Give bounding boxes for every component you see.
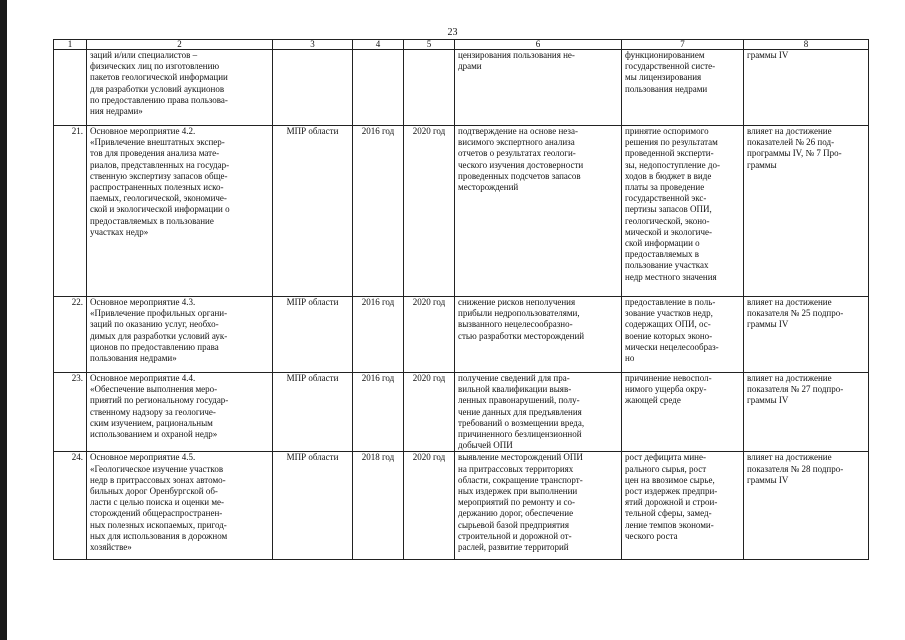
- end-year-cell: [404, 50, 455, 126]
- expected-result-cell: выявление месторождений ОПИ на притрассовых территориях области, сокращение транспорт- ных издержек при выполнении мероприятий по ремонту и со- держанию дорог, обеспечение сырьевой базой предприятия строительной и дорожной от- раслей, развитие территорий: [455, 452, 622, 560]
- end-year-cell: 2020 год: [404, 452, 455, 560]
- expected-result-cell: получение сведений для пра- вильной квалификации выяв- ленных правонарушений, полу- чение данных для предъявления требований о возмещении вреда, причиненного безлицензионной добычей ОПИ: [455, 373, 622, 452]
- consequence-cell: принятие оспоримого решения по результатам проведенной эксперти- зы, недопоступление до- ходов в бюджет в виде платы за проведение государственной экс- пертизы запасов ОПИ, геологической, эконо- мической и экологиче- ской информации о предоставляемых в пользование участках недр местного значения: [622, 126, 744, 297]
- measure-cell: Основное мероприятие 4.5. «Геологическое изучение участков недр в притрассовых зонах автомо- бильных дорог Оренбургской об- ласти с целью поиска и оценки ме- сторождений общераспространен- ных полезных ископаемых, пригод- ных для использования в дорожном хозяйстве»: [87, 452, 273, 560]
- executor-cell: МПР области: [273, 373, 353, 452]
- executor-cell: МПР области: [273, 126, 353, 297]
- expected-result-cell: снижение рисков неполучения прибыли недропользователями, вызванного нецелесообразно- стью разработки месторождений: [455, 297, 622, 373]
- table-row: [54, 373, 869, 452]
- header-row: [54, 40, 869, 50]
- indicator-relation-cell: граммы IV: [744, 50, 869, 126]
- column-header-7: 7: [622, 40, 744, 50]
- column-header-8: 8: [744, 40, 869, 50]
- row-number: 23.: [54, 373, 87, 452]
- expected-result-cell: цензирования пользования не- драми: [455, 50, 622, 126]
- start-year-cell: 2018 год: [353, 452, 404, 560]
- row-number: 21.: [54, 126, 87, 297]
- row-number: 22.: [54, 297, 87, 373]
- consequence-cell: рост дефицита мине- рального сырья, рост цен на ввозимое сырье, рост издержек предпри- ятий дорожной и строи- тельной сферы, замед- ление темпов экономи- ческого роста: [622, 452, 744, 560]
- column-header-6: 6: [455, 40, 622, 50]
- indicator-relation-cell: влияет на достижение показателей № 26 под- программы IV, № 7 Про- граммы: [744, 126, 869, 297]
- column-header-2: 2: [87, 40, 273, 50]
- indicator-relation-cell: влияет на достижение показателя № 25 подпро- граммы IV: [744, 297, 869, 373]
- start-year-cell: 2016 год: [353, 297, 404, 373]
- measure-cell: заций и/или специалистов – физических лиц по изготовлению пакетов геологической информации для разработки условий аукционов по предоставлению права пользова- ния недрами»: [87, 50, 273, 126]
- measures-table: [53, 39, 869, 560]
- column-header-5: 5: [404, 40, 455, 50]
- indicator-relation-cell: влияет на достижение показателя № 28 подпро- граммы IV: [744, 452, 869, 560]
- start-year-cell: [353, 50, 404, 126]
- expected-result-cell: подтверждение на основе неза- висимого экспертного анализа отчетов о результатах геологи- ческого изучения достоверности проведенных подсчетов запасов месторождений: [455, 126, 622, 297]
- executor-cell: [273, 50, 353, 126]
- end-year-cell: 2020 год: [404, 297, 455, 373]
- row-number: 24.: [54, 452, 87, 560]
- column-header-4: 4: [353, 40, 404, 50]
- table-row: [54, 297, 869, 373]
- consequence-cell: причинение невоспол- нимого ущерба окру- жающей среде: [622, 373, 744, 452]
- table-row: [54, 452, 869, 560]
- column-header-1: 1: [54, 40, 87, 50]
- measure-cell: Основное мероприятие 4.3. «Привлечение профильных органи- заций по оказанию услуг, необхо- димых для разработки условий аук- ционов по предоставлению права пользования недрами»: [87, 297, 273, 373]
- consequence-cell: предоставление в поль- зование участков недр, содержащих ОПИ, ос- воение которых эконо- мически нецелесообраз- но: [622, 297, 744, 373]
- end-year-cell: 2020 год: [404, 373, 455, 452]
- measure-cell: Основное мероприятие 4.2. «Привлечение внештатных экспер- тов для проведения анализа мате- риалов, представленных на государ- ственную экспертизу запасов обще- распространенных полезных иско- паемых, геологической, экономиче- ской и экологической информации о предоставляемых в пользование участках недр»: [87, 126, 273, 297]
- scan-edge-shadow: [0, 0, 7, 640]
- consequence-cell: функционированием государственной систе- мы лицензирования пользования недрами: [622, 50, 744, 126]
- end-year-cell: 2020 год: [404, 126, 455, 297]
- page-number: 23: [447, 27, 458, 38]
- column-header-3: 3: [273, 40, 353, 50]
- indicator-relation-cell: влияет на достижение показателя № 27 подпро- граммы IV: [744, 373, 869, 452]
- start-year-cell: 2016 год: [353, 126, 404, 297]
- executor-cell: МПР области: [273, 452, 353, 560]
- measure-cell: Основное мероприятие 4.4. «Обеспечение выполнения меро- приятий по региональному государ- ственному надзору за геологиче- ским изучением, рациональным использованием и охраной недр»: [87, 373, 273, 452]
- table-row: [54, 50, 869, 126]
- table-row: [54, 126, 869, 297]
- executor-cell: МПР области: [273, 297, 353, 373]
- row-number: [54, 50, 87, 126]
- start-year-cell: 2016 год: [353, 373, 404, 452]
